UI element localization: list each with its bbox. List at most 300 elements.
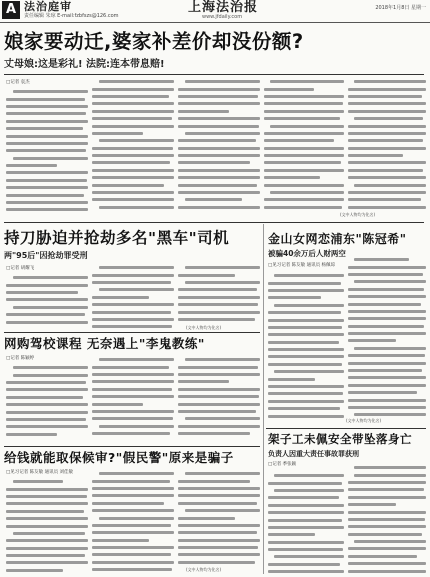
text-line <box>92 559 174 566</box>
text-line <box>92 551 174 558</box>
text-line <box>178 145 260 152</box>
article2-byline: □记者 胡耀飞 <box>6 266 35 271</box>
text-line <box>348 204 426 211</box>
article6-byline: □记者 季张颖 <box>268 462 297 467</box>
text-line <box>348 567 426 574</box>
text-line <box>348 389 426 396</box>
text-line <box>178 271 260 278</box>
text-line <box>92 78 174 85</box>
text-line <box>348 337 426 344</box>
text-line <box>178 514 260 521</box>
text-line <box>92 514 174 521</box>
text-line <box>268 531 344 538</box>
text-line <box>348 93 426 100</box>
text-line <box>264 174 344 181</box>
article2-col3 <box>178 264 260 324</box>
text-line <box>178 264 260 271</box>
text-line <box>178 529 260 536</box>
text-line <box>264 152 344 159</box>
article3-byline: □记者 陈颖婷 <box>6 356 35 361</box>
text-line <box>268 553 344 560</box>
divider <box>4 332 260 333</box>
text-line <box>348 545 426 552</box>
text-line <box>348 359 426 366</box>
text-line <box>92 537 174 544</box>
text-line <box>178 537 260 544</box>
text-line <box>6 206 88 213</box>
text-line <box>178 492 260 499</box>
text-line <box>178 544 260 551</box>
article4-col3 <box>178 470 260 566</box>
text-line <box>178 286 260 293</box>
text-line <box>178 500 260 507</box>
text-line <box>268 272 344 279</box>
text-line <box>178 108 260 115</box>
text-line <box>264 78 344 85</box>
column-divider <box>263 224 264 574</box>
text-line <box>6 379 88 386</box>
text-line <box>268 324 344 331</box>
text-line <box>6 508 88 515</box>
text-line <box>348 382 426 389</box>
text-line <box>348 122 426 129</box>
text-line <box>264 204 344 211</box>
text-line <box>348 293 426 300</box>
text-line <box>6 311 88 318</box>
section-title: 法治庭审 <box>24 0 72 13</box>
text-line <box>268 316 344 323</box>
text-line <box>348 196 426 203</box>
text-line <box>348 404 426 411</box>
text-line <box>268 561 344 568</box>
text-line <box>178 400 260 407</box>
divider <box>4 74 424 75</box>
text-line <box>348 115 426 122</box>
text-line <box>178 174 260 181</box>
text-line <box>6 416 88 423</box>
text-line <box>92 159 174 166</box>
article6-subhead: 负责人因重大责任事故罪获刑 <box>268 450 359 458</box>
text-line <box>6 184 88 191</box>
article3-headline: 网购驾校课程 无奈遇上"李鬼教练" <box>4 336 205 351</box>
article5-subhead: 被骗40余万后人财两空 <box>268 249 346 258</box>
text-line <box>348 189 426 196</box>
article4-headline: 给钱就能取保候审?"假民警"原来是骗子 <box>4 450 234 465</box>
article1-note: (文中人物均为化名) <box>340 212 376 217</box>
text-line <box>92 408 174 415</box>
text-line <box>92 492 174 499</box>
text-line <box>6 169 88 176</box>
article1-byline: □记者 袁杰 <box>6 80 30 85</box>
text-line <box>178 485 260 492</box>
text-line <box>268 309 344 316</box>
article1-col2 <box>92 78 174 214</box>
text-line <box>348 100 426 107</box>
text-line <box>268 568 344 574</box>
text-line <box>268 346 344 353</box>
text-line <box>178 294 260 301</box>
text-line <box>264 115 344 122</box>
text-line <box>178 551 260 558</box>
text-line <box>178 356 260 363</box>
text-line <box>92 371 174 378</box>
text-line <box>92 430 174 437</box>
text-line <box>92 145 174 152</box>
text-line <box>348 374 426 381</box>
text-line <box>268 375 344 382</box>
text-line <box>92 181 174 188</box>
text-line <box>6 478 88 485</box>
text-line <box>6 125 88 132</box>
article4-byline: □见习记者 陈友敏 通讯员 刘佳敏 <box>6 470 74 475</box>
text-line <box>6 162 88 169</box>
article2-subhead: 两"95后"因抢劫罪受刑 <box>4 251 88 260</box>
text-line <box>92 196 174 203</box>
text-line <box>348 271 426 278</box>
text-line <box>92 363 174 370</box>
text-line <box>178 470 260 477</box>
text-line <box>264 189 344 196</box>
text-line <box>268 368 344 375</box>
text-line <box>92 264 174 271</box>
text-line <box>92 115 174 122</box>
divider <box>4 222 424 223</box>
text-line <box>348 323 426 330</box>
text-line <box>92 566 174 573</box>
article5-note: (文中人物均为化名) <box>346 418 382 423</box>
text-line <box>268 279 344 286</box>
text-line <box>348 501 426 508</box>
text-line <box>178 423 260 430</box>
text-line <box>6 545 88 552</box>
text-line <box>348 494 426 501</box>
text-line <box>178 408 260 415</box>
text-line <box>348 516 426 523</box>
text-line <box>178 189 260 196</box>
text-line <box>6 537 88 544</box>
text-line <box>6 364 88 371</box>
text-line <box>268 539 344 546</box>
text-line <box>6 515 88 522</box>
text-line <box>348 145 426 152</box>
text-line <box>6 289 88 296</box>
text-line <box>178 159 260 166</box>
text-line <box>348 486 426 493</box>
text-line <box>178 78 260 85</box>
text-line <box>268 494 344 501</box>
text-line <box>92 316 174 323</box>
article6-col1 <box>268 472 344 574</box>
text-line <box>92 507 174 514</box>
text-line <box>6 177 88 184</box>
text-line <box>92 108 174 115</box>
section-logo: A <box>2 1 20 19</box>
text-line <box>92 477 174 484</box>
text-line <box>348 130 426 137</box>
text-line <box>268 302 344 309</box>
text-line <box>92 294 174 301</box>
text-line <box>264 93 344 100</box>
text-line <box>92 152 174 159</box>
text-line <box>92 93 174 100</box>
text-line <box>6 485 88 492</box>
text-line <box>92 378 174 385</box>
text-line <box>178 363 260 370</box>
text-line <box>348 315 426 322</box>
text-line <box>6 296 88 303</box>
text-line <box>264 181 344 188</box>
text-line <box>268 509 344 516</box>
masthead <box>0 0 430 23</box>
text-line <box>92 167 174 174</box>
text-line <box>6 110 88 117</box>
article5-col1 <box>268 272 344 422</box>
text-line <box>92 393 174 400</box>
text-line <box>92 400 174 407</box>
text-line <box>268 546 344 553</box>
article5-headline: 金山女网恋浦东"陈冠希" <box>268 232 407 246</box>
text-line <box>6 281 88 288</box>
text-line <box>268 487 344 494</box>
text-line <box>268 294 344 301</box>
text-line <box>178 167 260 174</box>
text-line <box>178 122 260 129</box>
text-line <box>348 263 426 270</box>
text-line <box>92 522 174 529</box>
text-line <box>6 386 88 393</box>
text-line <box>264 122 344 129</box>
article1-subhead: 丈母娘:这是彩礼! 法院:连本带息赔! <box>4 59 165 70</box>
text-line <box>178 115 260 122</box>
text-line <box>178 308 260 315</box>
text-line <box>92 286 174 293</box>
text-line <box>6 401 88 408</box>
text-line <box>6 394 88 401</box>
text-line <box>92 301 174 308</box>
text-line <box>178 93 260 100</box>
text-line <box>92 174 174 181</box>
text-line <box>268 361 344 368</box>
text-line <box>348 396 426 403</box>
text-line <box>348 553 426 560</box>
text-line <box>348 308 426 315</box>
article1-headline: 娘家要动迁,婆家补差价却没份额? <box>4 30 304 53</box>
text-line <box>264 167 344 174</box>
article4-col1 <box>6 478 88 574</box>
text-line <box>348 174 426 181</box>
text-line <box>348 167 426 174</box>
text-line <box>348 85 426 92</box>
text-line <box>268 398 344 405</box>
article3-col1 <box>6 364 88 440</box>
text-line <box>6 423 88 430</box>
text-line <box>348 108 426 115</box>
text-line <box>264 137 344 144</box>
section-editor: 责任编辑 朱琼 E-mail:fzbfszs@126.com <box>24 13 119 19</box>
text-line <box>348 286 426 293</box>
article6-headline: 架子工未佩安全带坠落身亡 <box>268 432 412 446</box>
text-line <box>178 415 260 422</box>
text-line <box>348 352 426 359</box>
text-line <box>6 371 88 378</box>
text-line <box>92 308 174 315</box>
text-line <box>92 279 174 286</box>
text-line <box>6 88 88 95</box>
text-line <box>268 479 344 486</box>
text-line <box>264 130 344 137</box>
text-line <box>6 493 88 500</box>
text-line <box>6 274 88 281</box>
text-line <box>178 430 260 437</box>
text-line <box>178 386 260 393</box>
text-line <box>92 323 174 328</box>
text-line <box>264 108 344 115</box>
text-line <box>6 147 88 154</box>
text-line <box>178 152 260 159</box>
text-line <box>264 145 344 152</box>
text-line <box>92 544 174 551</box>
text-line <box>6 140 88 147</box>
text-line <box>268 287 344 294</box>
text-line <box>178 181 260 188</box>
text-line <box>6 530 88 537</box>
text-line <box>348 538 426 545</box>
text-line <box>348 367 426 374</box>
text-line <box>178 301 260 308</box>
text-line <box>178 559 260 566</box>
text-line <box>92 356 174 363</box>
text-line <box>6 132 88 139</box>
article3-col3 <box>178 356 260 440</box>
text-line <box>6 500 88 507</box>
text-line <box>268 472 344 479</box>
text-line <box>178 522 260 529</box>
text-line <box>6 567 88 574</box>
article5-col2 <box>348 256 426 422</box>
article5-byline: □见习记者 陈友敏 通讯员 杨佩琼 <box>268 263 336 268</box>
issue-date: 2018年1月8日 星期一 <box>375 5 426 11</box>
text-line <box>348 523 426 530</box>
text-line <box>92 415 174 422</box>
text-line <box>264 100 344 107</box>
text-line <box>6 552 88 559</box>
text-line <box>92 100 174 107</box>
divider <box>4 446 260 447</box>
text-line <box>6 103 88 110</box>
divider <box>266 428 426 429</box>
text-line <box>268 383 344 390</box>
article4-col2 <box>92 470 174 574</box>
article3-col2 <box>92 356 174 440</box>
text-line <box>6 304 88 311</box>
text-line <box>348 159 426 166</box>
article1-col3 <box>178 78 260 214</box>
text-line <box>348 300 426 307</box>
text-line <box>6 318 88 325</box>
text-line <box>268 353 344 360</box>
newspaper-url: www.jfdaily.com <box>202 14 243 20</box>
text-line <box>178 393 260 400</box>
text-line <box>264 159 344 166</box>
text-line <box>92 204 174 211</box>
text-line <box>348 464 426 471</box>
text-line <box>348 137 426 144</box>
text-line <box>92 423 174 430</box>
text-line <box>264 196 344 203</box>
text-line <box>178 316 260 323</box>
text-line <box>348 345 426 352</box>
article4-note: (文中人物均为化名) <box>186 567 222 572</box>
text-line <box>6 408 88 415</box>
text-line <box>92 189 174 196</box>
text-line <box>92 386 174 393</box>
text-line <box>178 507 260 514</box>
text-line <box>178 196 260 203</box>
text-line <box>92 122 174 129</box>
text-line <box>6 118 88 125</box>
text-line <box>348 531 426 538</box>
text-line <box>178 100 260 107</box>
text-line <box>6 95 88 102</box>
article2-headline: 持刀胁迫并抢劫多名"黑车"司机 <box>4 229 230 247</box>
text-line <box>92 85 174 92</box>
text-line <box>178 137 260 144</box>
text-line <box>178 130 260 137</box>
text-line <box>268 516 344 523</box>
text-line <box>268 390 344 397</box>
article6-col2 <box>348 464 426 574</box>
text-line <box>268 405 344 412</box>
text-line <box>92 470 174 477</box>
text-line <box>6 522 88 529</box>
article1-col1 <box>6 88 88 214</box>
article2-col1 <box>6 274 88 328</box>
article2-col2 <box>92 264 174 328</box>
text-line <box>268 339 344 346</box>
text-line <box>178 279 260 286</box>
text-line <box>92 500 174 507</box>
text-line <box>268 524 344 531</box>
text-line <box>348 181 426 188</box>
text-line <box>92 271 174 278</box>
text-line <box>178 477 260 484</box>
text-line <box>178 204 260 211</box>
text-line <box>348 256 426 263</box>
text-line <box>6 431 88 438</box>
text-line <box>264 85 344 92</box>
text-line <box>6 559 88 566</box>
text-line <box>268 331 344 338</box>
text-line <box>92 485 174 492</box>
article1-col5 <box>348 78 426 214</box>
text-line <box>348 479 426 486</box>
text-line <box>348 471 426 478</box>
text-line <box>178 378 260 385</box>
text-line <box>348 152 426 159</box>
text-line <box>348 560 426 567</box>
newspaper-name: 上海法治报 <box>188 0 259 15</box>
text-line <box>178 85 260 92</box>
text-line <box>92 137 174 144</box>
article1-col4 <box>264 78 344 214</box>
text-line <box>92 130 174 137</box>
text-line <box>348 330 426 337</box>
text-line <box>348 78 426 85</box>
text-line <box>348 278 426 285</box>
text-line <box>268 412 344 419</box>
text-line <box>178 371 260 378</box>
text-line <box>268 502 344 509</box>
